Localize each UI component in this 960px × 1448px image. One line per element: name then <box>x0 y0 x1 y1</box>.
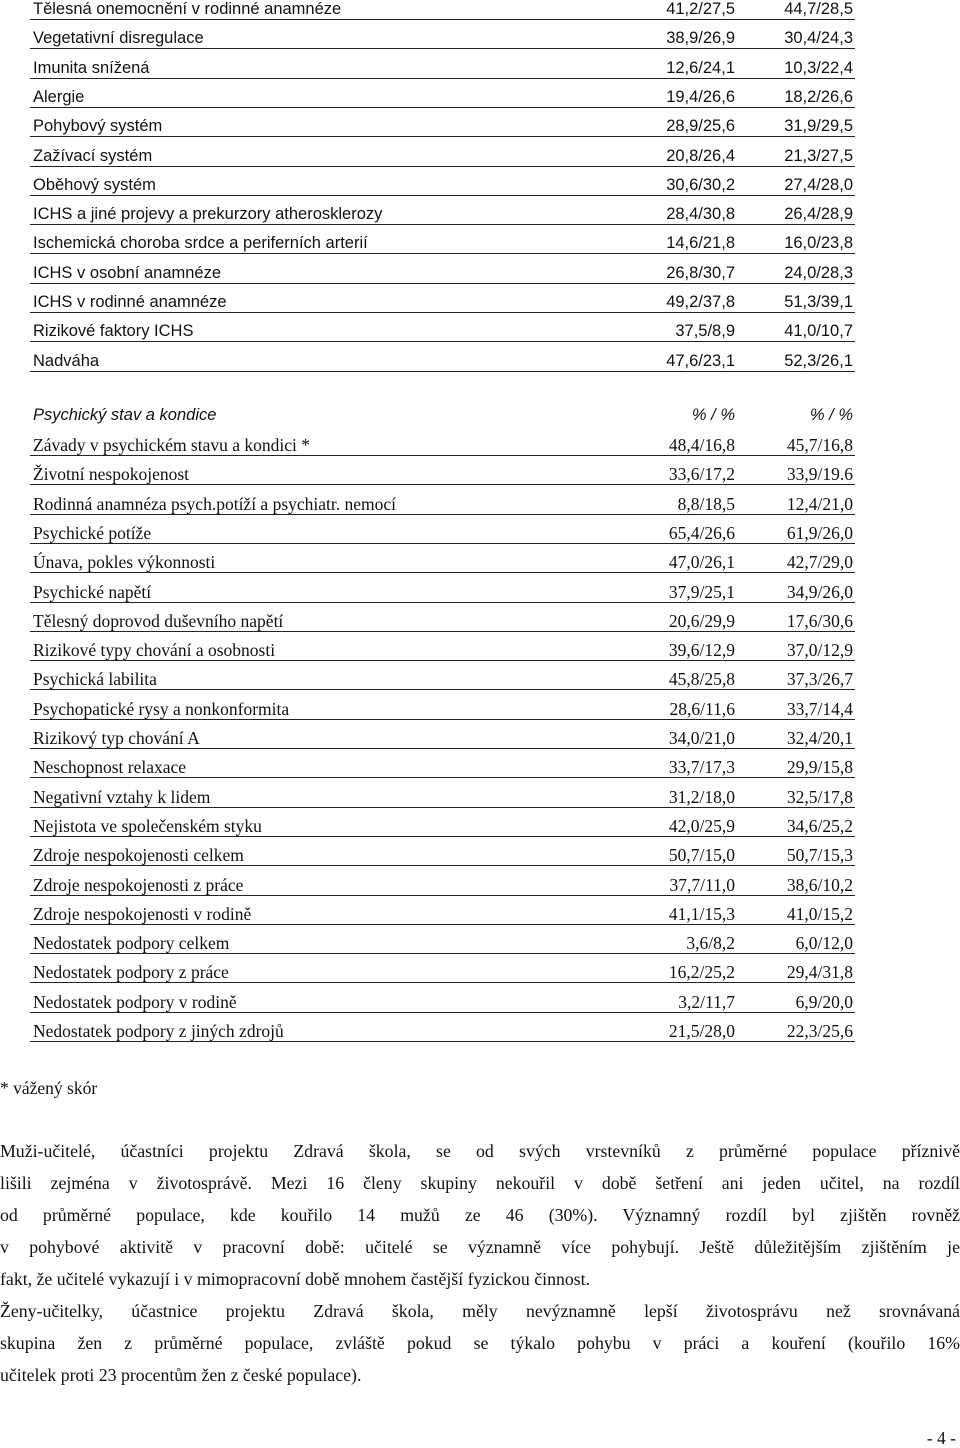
row-label: Nedostatek podpory celkem <box>33 933 230 954</box>
value-group-1: 37,5/8,9 <box>675 322 735 341</box>
row-rule <box>30 136 855 137</box>
value-group-2: 33,9/19.6 <box>786 464 853 485</box>
value-group-2: 30,4/24,3 <box>784 29 853 48</box>
value-group-1: 41,1/15,3 <box>668 903 735 924</box>
paragraph-line: učitelek proti 23 procentům žen z české populace). <box>0 1365 362 1385</box>
table-row <box>0 320 960 349</box>
value-group-1: 50,7/15,0 <box>668 845 735 866</box>
value-group-1: 20,6/29,9 <box>668 610 735 631</box>
paragraph-line: fakt, že učitelé vykazují i v mimopracovní době mnohem častější fyzickou činnost. <box>0 1269 591 1289</box>
value-group-2: 16,0/23,8 <box>784 234 853 253</box>
row-rule <box>30 48 855 49</box>
row-rule <box>30 107 855 108</box>
row-rule <box>30 689 855 690</box>
row-label: Pohybový systém <box>33 117 163 136</box>
value-group-2: 42,7/29,0 <box>786 552 853 573</box>
row-label: Nedostatek podpory z jiných zdrojů <box>33 1021 284 1041</box>
row-label: Nedostatek podpory z práce <box>33 962 229 983</box>
table-row <box>0 463 960 492</box>
table-row <box>0 57 960 86</box>
value-group-2: 27,4/28,0 <box>784 175 853 194</box>
row-label: Psychopatické rysy a nonkonformita <box>33 698 290 719</box>
value-group-1: 21,5/28,0 <box>668 1021 735 1041</box>
table-row <box>0 874 960 903</box>
value-group-2: 41,0/15,2 <box>786 903 853 924</box>
row-rule <box>30 283 855 284</box>
row-rule <box>30 777 855 778</box>
value-group-1: 3,6/8,2 <box>686 933 735 954</box>
row-rule <box>30 836 855 837</box>
value-group-2: 18,2/26,6 <box>784 87 853 106</box>
value-group-2: 24,0/28,3 <box>784 263 853 282</box>
row-rule <box>30 341 855 342</box>
row-label: Oběhový systém <box>33 175 156 194</box>
table-row <box>0 932 960 961</box>
table-row <box>0 232 960 261</box>
paragraph-line: od průměrné populace, kde kouřilo 14 mužů ze 46 (30%). Významný rozdíl byl zjištěn rovněž <box>0 1205 960 1225</box>
row-rule <box>30 312 855 313</box>
value-group-2: 50,7/15,3 <box>786 845 853 866</box>
value-group-2: % / % <box>809 406 853 424</box>
value-group-1: 42,0/25,9 <box>668 815 735 836</box>
row-rule <box>30 602 855 603</box>
row-label: Nejistota ve společenském styku <box>33 815 262 836</box>
value-group-2: 52,3/26,1 <box>784 351 853 370</box>
table-row <box>0 639 960 668</box>
row-label: Imunita snížená <box>33 58 150 77</box>
row-rule <box>30 19 855 20</box>
row-label: Psychická labilita <box>33 669 157 690</box>
value-group-1: 14,6/21,8 <box>666 234 735 253</box>
row-label: Zdroje nespokojenosti v rodině <box>33 903 252 924</box>
row-rule <box>30 166 855 167</box>
value-group-2: 29,9/15,8 <box>786 757 853 778</box>
row-label: ICHS v osobní anamnéze <box>33 263 222 282</box>
row-rule <box>30 631 855 632</box>
value-group-2: 32,5/17,8 <box>786 786 853 807</box>
value-group-1: 65,4/26,6 <box>668 522 735 543</box>
table-row <box>0 581 960 610</box>
value-group-2: 26,4/28,9 <box>784 205 853 224</box>
value-group-1: 16,2/25,2 <box>668 962 735 983</box>
row-label: Negativní vztahy k lidem <box>33 786 211 807</box>
value-group-2: 34,6/25,2 <box>786 815 853 836</box>
row-label: Tělesný doprovod duševního napětí <box>33 610 284 631</box>
row-label: Rizikový typ chování A <box>33 728 200 748</box>
page-number: - 4 - <box>926 1428 956 1448</box>
paragraph-line: skupina žen z průměrné populace, zvláště pokud se týkalo pohybu v práci a kouření (kouřilo 16% <box>0 1333 960 1353</box>
value-group-2: 51,3/39,1 <box>784 293 853 311</box>
value-group-2: 31,9/29,5 <box>784 117 853 136</box>
value-group-2: 17,6/30,6 <box>786 610 853 631</box>
row-label: Únava, pokles výkonnosti <box>33 552 216 573</box>
value-group-2: 29,4/31,8 <box>786 962 853 983</box>
value-group-1: 37,9/25,1 <box>668 581 735 602</box>
value-group-1: 34,0/21,0 <box>668 728 735 748</box>
row-label: Nadváha <box>33 351 100 370</box>
table-row <box>0 522 960 551</box>
row-label: Psychický stav a kondice <box>33 406 217 424</box>
value-group-1: 28,4/30,8 <box>666 205 735 224</box>
row-rule <box>30 807 855 808</box>
value-group-2: 32,4/20,1 <box>786 728 853 748</box>
row-rule <box>30 660 855 661</box>
value-group-2: 41,0/10,7 <box>784 322 853 341</box>
value-group-1: 33,6/17,2 <box>668 464 735 485</box>
row-rule <box>30 1041 855 1042</box>
value-group-1: 12,6/24,1 <box>666 58 735 77</box>
paragraph-line: v pohybové aktivitě v pracovní době: učitelé se významně více pohybují. Ještě důležitějším zjištěním je <box>0 1237 960 1257</box>
value-group-2: 34,9/26,0 <box>786 581 853 602</box>
paragraph-line: Muži-učitelé, účastníci projektu Zdravá škola, se od svých vrstevníků z průměrné populace příznivě <box>0 1141 960 1161</box>
table-row <box>0 815 960 844</box>
row-label: Rizikové typy chování a osobnosti <box>33 640 276 661</box>
value-group-1: 47,6/23,1 <box>666 351 735 370</box>
value-group-1: % / % <box>691 406 735 424</box>
row-rule <box>30 455 855 456</box>
table-row <box>0 0 960 27</box>
row-label: Zdroje nespokojenosti z práce <box>33 874 244 895</box>
row-label: Zdroje nespokojenosti celkem <box>33 845 244 866</box>
table-row <box>0 610 960 639</box>
table-row <box>0 844 960 873</box>
value-group-2: 37,3/26,7 <box>786 669 853 690</box>
row-label: Ischemická choroba srdce a periferních arterií <box>33 234 368 253</box>
table-row <box>0 115 960 144</box>
value-group-2: 45,7/16,8 <box>786 435 853 455</box>
row-rule <box>30 371 855 372</box>
paragraph-line: lišili zejména v životosprávě. Mezi 16 členy skupiny nekouřil v době šetření ani jeden učitel, na rozdíl <box>0 1173 960 1193</box>
value-group-1: 47,0/26,1 <box>668 552 735 573</box>
row-rule <box>30 514 855 515</box>
value-group-2: 37,0/12,9 <box>786 640 853 661</box>
table-row <box>0 350 960 379</box>
table-row <box>0 86 960 115</box>
value-group-2: 38,6/10,2 <box>786 874 853 895</box>
row-label: ICHS a jiné projevy a prekurzory atherosklerozy <box>33 205 383 224</box>
table-row <box>0 991 960 1020</box>
value-group-1: 28,6/11,6 <box>669 698 735 719</box>
row-rule <box>30 78 855 79</box>
value-group-2: 10,3/22,4 <box>784 58 853 77</box>
value-group-1: 20,8/26,4 <box>666 146 735 165</box>
paragraph-women <box>0 1295 960 1391</box>
row-label: Psychické napětí <box>33 581 152 602</box>
row-rule <box>30 924 855 925</box>
table-row <box>0 1020 960 1049</box>
value-group-1: 19,4/26,6 <box>666 87 735 106</box>
row-rule <box>30 1012 855 1013</box>
table-row <box>0 786 960 815</box>
value-group-1: 41,2/27,5 <box>666 0 735 18</box>
row-rule <box>30 865 855 866</box>
table-row <box>0 668 960 697</box>
value-group-2: 21,3/27,5 <box>784 146 853 165</box>
value-group-2: 6,0/12,0 <box>795 933 853 954</box>
table-row <box>0 493 960 522</box>
row-rule <box>30 195 855 196</box>
value-group-2: 6,9/20,0 <box>795 991 853 1012</box>
value-group-1: 39,6/12,9 <box>668 640 735 661</box>
value-group-2: 33,7/14,4 <box>786 698 853 719</box>
row-label: ICHS v rodinné anamnéze <box>33 293 227 311</box>
value-group-1: 8,8/18,5 <box>677 493 735 514</box>
value-group-1: 49,2/37,8 <box>666 293 735 311</box>
row-rule <box>30 719 855 720</box>
value-group-1: 30,6/30,2 <box>666 175 735 194</box>
row-label: Psychické potíže <box>33 522 152 543</box>
value-group-1: 33,7/17,3 <box>668 757 735 778</box>
row-rule <box>30 895 855 896</box>
value-group-2: 22,3/25,6 <box>786 1021 853 1041</box>
value-group-1: 26,8/30,7 <box>666 263 735 282</box>
value-group-1: 37,7/11,0 <box>669 874 735 895</box>
table-row <box>0 434 960 463</box>
row-rule <box>30 224 855 225</box>
row-label: Rizikové faktory ICHS <box>33 322 194 341</box>
paragraph-line: Ženy-učitelky, účastnice projektu Zdravá škola, měly nevýznamně lepší životosprávu než srovnávaná <box>0 1301 960 1321</box>
table-row <box>0 291 960 320</box>
row-rule <box>30 572 855 573</box>
row-label: Nedostatek podpory v rodině <box>33 991 237 1012</box>
value-group-2: 61,9/26,0 <box>786 522 853 543</box>
paragraph-men <box>0 1135 960 1295</box>
footnote: * vážený skór <box>0 1078 98 1098</box>
value-group-1: 31,2/18,0 <box>668 786 735 807</box>
value-group-1: 45,8/25,8 <box>668 669 735 690</box>
row-label: Neschopnost relaxace <box>33 757 187 778</box>
row-label: Vegetativní disregulace <box>33 29 204 48</box>
row-rule <box>30 543 855 544</box>
table-row <box>0 903 960 932</box>
table-row <box>0 551 960 580</box>
row-rule <box>30 484 855 485</box>
row-label: Tělesná onemocnění v rodinné anamnéze <box>33 0 342 18</box>
row-label: Alergie <box>33 87 85 106</box>
table-row <box>0 756 960 785</box>
table-row <box>0 262 960 291</box>
table-row <box>0 727 960 756</box>
row-rule <box>30 748 855 749</box>
row-label: Rodinná anamnéza psych.potíží a psychiatr. nemocí <box>33 493 397 514</box>
value-group-1: 48,4/16,8 <box>668 435 735 455</box>
table-row <box>0 203 960 232</box>
table-row <box>0 961 960 990</box>
value-group-1: 28,9/25,6 <box>666 117 735 136</box>
table-row <box>0 174 960 203</box>
value-group-1: 38,9/26,9 <box>666 29 735 48</box>
row-label: Zažívací systém <box>33 146 153 165</box>
value-group-1: 3,2/11,7 <box>678 991 735 1012</box>
row-rule <box>30 253 855 254</box>
row-label: Životní nespokojenost <box>33 464 190 485</box>
row-rule <box>30 982 855 983</box>
row-label: Závady v psychickém stavu a kondici * <box>33 435 311 455</box>
table-row <box>0 145 960 174</box>
value-group-2: 44,7/28,5 <box>784 0 853 18</box>
table-row <box>0 698 960 727</box>
table-heading-row <box>0 404 960 433</box>
value-group-2: 12,4/21,0 <box>786 493 853 514</box>
row-rule <box>30 953 855 954</box>
table-row <box>0 27 960 56</box>
